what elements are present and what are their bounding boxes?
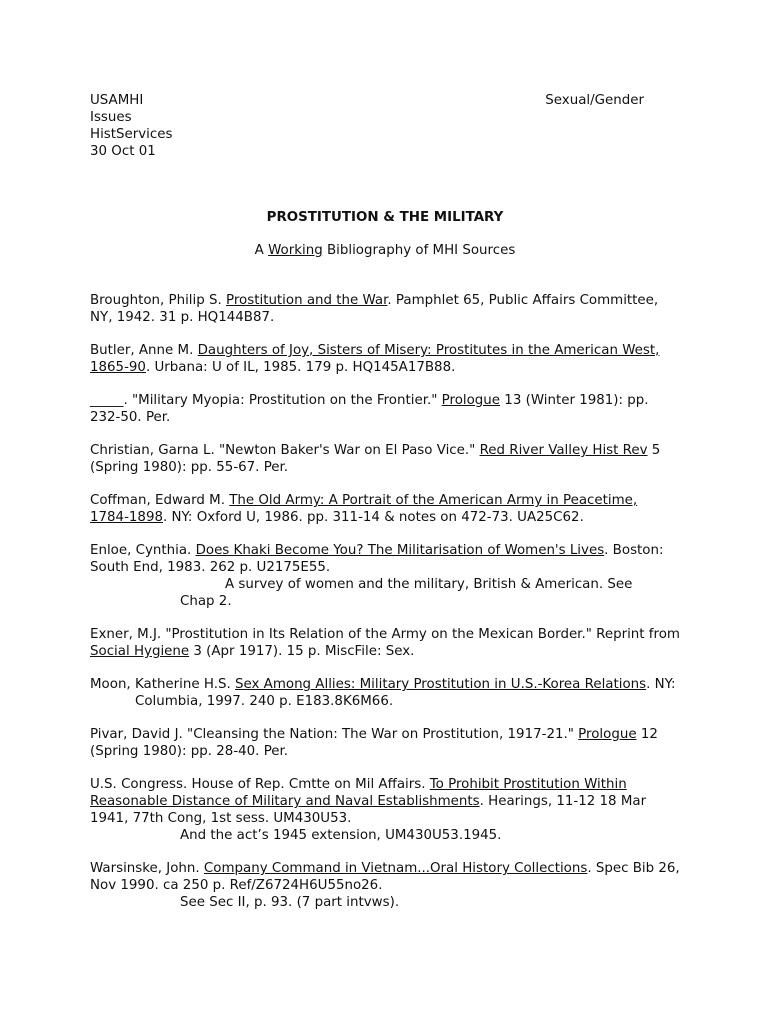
document-title: PROSTITUTION & THE MILITARY <box>266 210 504 225</box>
bibliography-entry <box>90 492 680 526</box>
entry-text: Moon, Katherine H.S. <box>90 677 235 692</box>
entry-note: See Sec II, p. 93. (7 part intvws). <box>180 895 400 910</box>
entry-details: . Pamphlet 65, Public Affairs Committee, NY, 1942. 31 p. HQ144B87. <box>90 293 659 325</box>
entry-text: Exner, M.J. "Prostitution in Its Relation of the Army on the Mexican Border." Reprint from <box>90 627 680 642</box>
entry-details: . Spec Bib 26, Nov 1990. ca 250 p. Ref/Z6724H6U55no26. <box>90 861 680 893</box>
entry-title: Sex Among Allies: Military Prostitution in U.S.-Korea Relations <box>234 677 647 692</box>
entry-title: Prologue <box>441 393 501 408</box>
entry-title: To Prohibit Prostitution Within Reasonable Distance of Military and Naval Establishments <box>90 777 627 809</box>
entry-details: 3 (Apr 1917). 15 p. MiscFile: Sex. <box>189 644 415 659</box>
bibliography-entry <box>90 726 680 760</box>
entry-note: A survey of women and the military, British & American. See <box>225 577 633 592</box>
entry-details: 12 (Spring 1980): pp. 28-40. Per. <box>90 727 658 759</box>
entry-details: 5 (Spring 1980): pp. 55-67. Per. <box>90 443 661 475</box>
entry-text: U.S. Congress. House of Rep. Cmtte on Mil Affairs. <box>90 777 430 792</box>
bibliography-entry <box>90 626 680 660</box>
bibliography-entry <box>90 860 680 911</box>
bibliography-entry <box>90 542 680 610</box>
subtitle-pre: A <box>254 243 269 258</box>
entry-note: And the act’s 1945 extension, UM430U53.1945. <box>180 828 502 843</box>
bibliography-entry <box>90 342 680 376</box>
entry-title: Daughters of Joy, Sisters of Misery: Prostitutes in the American West, 1865-90 <box>90 343 660 375</box>
entry-text: Christian, Garna L. "Newton Baker's War on El Paso Vice." <box>90 443 480 458</box>
bibliography-entry <box>90 442 680 476</box>
entry-title: The Old Army: A Portrait of the American Army in Peacetime, 1784-1898 <box>90 493 638 525</box>
bibliography-entry <box>90 776 680 844</box>
entry-details: 13 (Winter 1981): pp. 232-50. Per. <box>90 393 649 425</box>
subtitle-post: Bibliography of MHI Sources <box>322 243 516 258</box>
document-subtitle <box>90 242 680 259</box>
entry-text: Butler, Anne M. <box>90 343 198 358</box>
entry-text: Broughton, Philip S. <box>90 293 226 308</box>
entry-details: . NY: Oxford U, 1986. pp. 311-14 & notes on 472-73. UA25C62. <box>163 510 584 525</box>
entry-text: Coffman, Edward M. <box>90 493 230 508</box>
bibliography-list <box>90 292 680 911</box>
header-left: USAMHI Issues HistServices 30 Oct 01 <box>90 93 173 159</box>
entry-details: . NY: <box>646 677 676 692</box>
entry-text: Warsinske, John. <box>90 861 204 876</box>
entry-text: _____. "Military Myopia: Prostitution on the Frontier." <box>90 393 442 408</box>
entry-text: Pivar, David J. "Cleansing the Nation: The War on Prostitution, 1917-21." <box>90 727 579 742</box>
bibliography-entry <box>90 676 680 710</box>
entry-note: Chap 2. <box>180 594 232 609</box>
bibliography-entry <box>90 292 680 326</box>
bibliography-entry <box>90 392 680 426</box>
entry-note: Columbia, 1997. 240 p. E183.8K6M66. <box>135 694 394 709</box>
entry-details: . Boston: South End, 1983. 262 p. U2175E55. <box>90 543 664 575</box>
entry-title: Social Hygiene <box>90 644 190 659</box>
entry-details: . Urbana: U of IL, 1985. 179 p. HQ145A17B88. <box>145 360 456 375</box>
entry-title: Prologue <box>578 727 637 742</box>
document-header <box>90 92 680 160</box>
document-page <box>90 92 680 927</box>
entry-title: Does Khaki Become You? The Militarisation of Women's Lives <box>195 543 605 558</box>
entry-title: Company Command in Vietnam...Oral History Collections <box>203 861 588 876</box>
entry-text: Enloe, Cynthia. <box>90 543 196 558</box>
entry-details: . Hearings, 11-12 18 Mar 1941, 77th Cong, 1st sess. UM430U53. <box>90 794 647 826</box>
entry-title: Red River Valley Hist Rev <box>479 443 648 458</box>
subtitle-underlined: Working <box>268 243 323 258</box>
entry-title: Prostitution and the War <box>226 293 388 308</box>
header-right: Sexual/Gender <box>545 93 644 108</box>
